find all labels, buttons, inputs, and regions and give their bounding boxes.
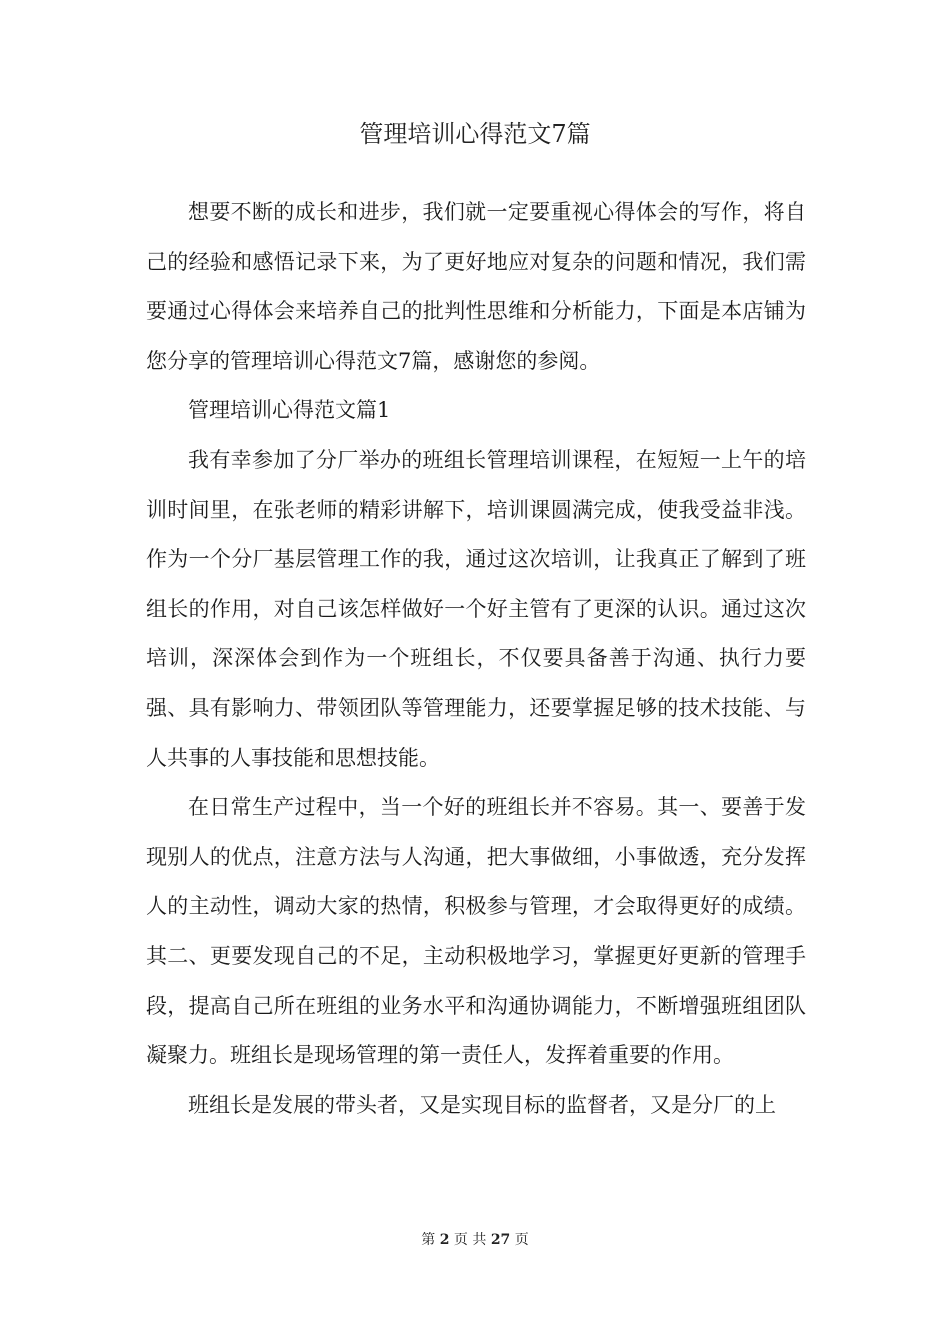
document-body <box>146 188 806 1130</box>
footer-middle: 页 共 <box>453 1232 487 1248</box>
body-paragraph-1: 我有幸参加了分厂举办的班组长管理培训课程，在短短一上午的培训时间里，在张老师的精彩讲解下，培训课圆满完成，使我受益非浅。作为一个分厂基层管理工作的我，通过这次培训，让我真正了解到了班组长的作用，对自己该怎样做好一个好主管有了更深的认识。通过这次培训，深深体会到作为一个班组长，不仅要具备善于沟通、执行力要强、具有影响力、带领团队等管理能力，还要掌握足够的技术技能、与人共事的人事技能和思想技能。 <box>146 447 806 770</box>
intro-paragraph: 想要不断的成长和进步，我们就一定要重视心得体会的写作，将自己的经验和感悟记录下来，为了更好地应对复杂的问题和情况，我们需要通过心得体会来培养自己的批判性思维和分析能力，下面是本店铺为您分享的管理培训心得范文7篇，感谢您的参阅。 <box>146 200 806 373</box>
document-title: 管理培训心得范文7篇 <box>359 120 591 148</box>
footer-total-pages: 27 <box>490 1232 511 1248</box>
page-footer <box>0 1228 950 1252</box>
body-paragraph-2: 在日常生产过程中，当一个好的班组长并不容易。其一、要善于发现别人的优点，注意方法与人沟通，把大事做细，小事做透，充分发挥人的主动性，调动大家的热情，积极参与管理，才会取得更好的成绩。其二、更要发现自己的不足，主动积极地学习，掌握更好更新的管理手段，提高自己所在班组的业务水平和沟通协调能力，不断增强班组团队凝聚力。班组长是现场管理的第一责任人，发挥着重要的作用。 <box>146 795 806 1068</box>
body-paragraph-3: 班组长是发展的带头者，又是实现目标的监督者，又是分厂的上 <box>188 1092 776 1117</box>
section-heading: 管理培训心得范文篇1 <box>188 398 391 423</box>
footer-prefix: 第 <box>421 1232 436 1248</box>
footer-suffix: 页 <box>514 1232 529 1248</box>
footer-current-page: 2 <box>439 1232 450 1248</box>
